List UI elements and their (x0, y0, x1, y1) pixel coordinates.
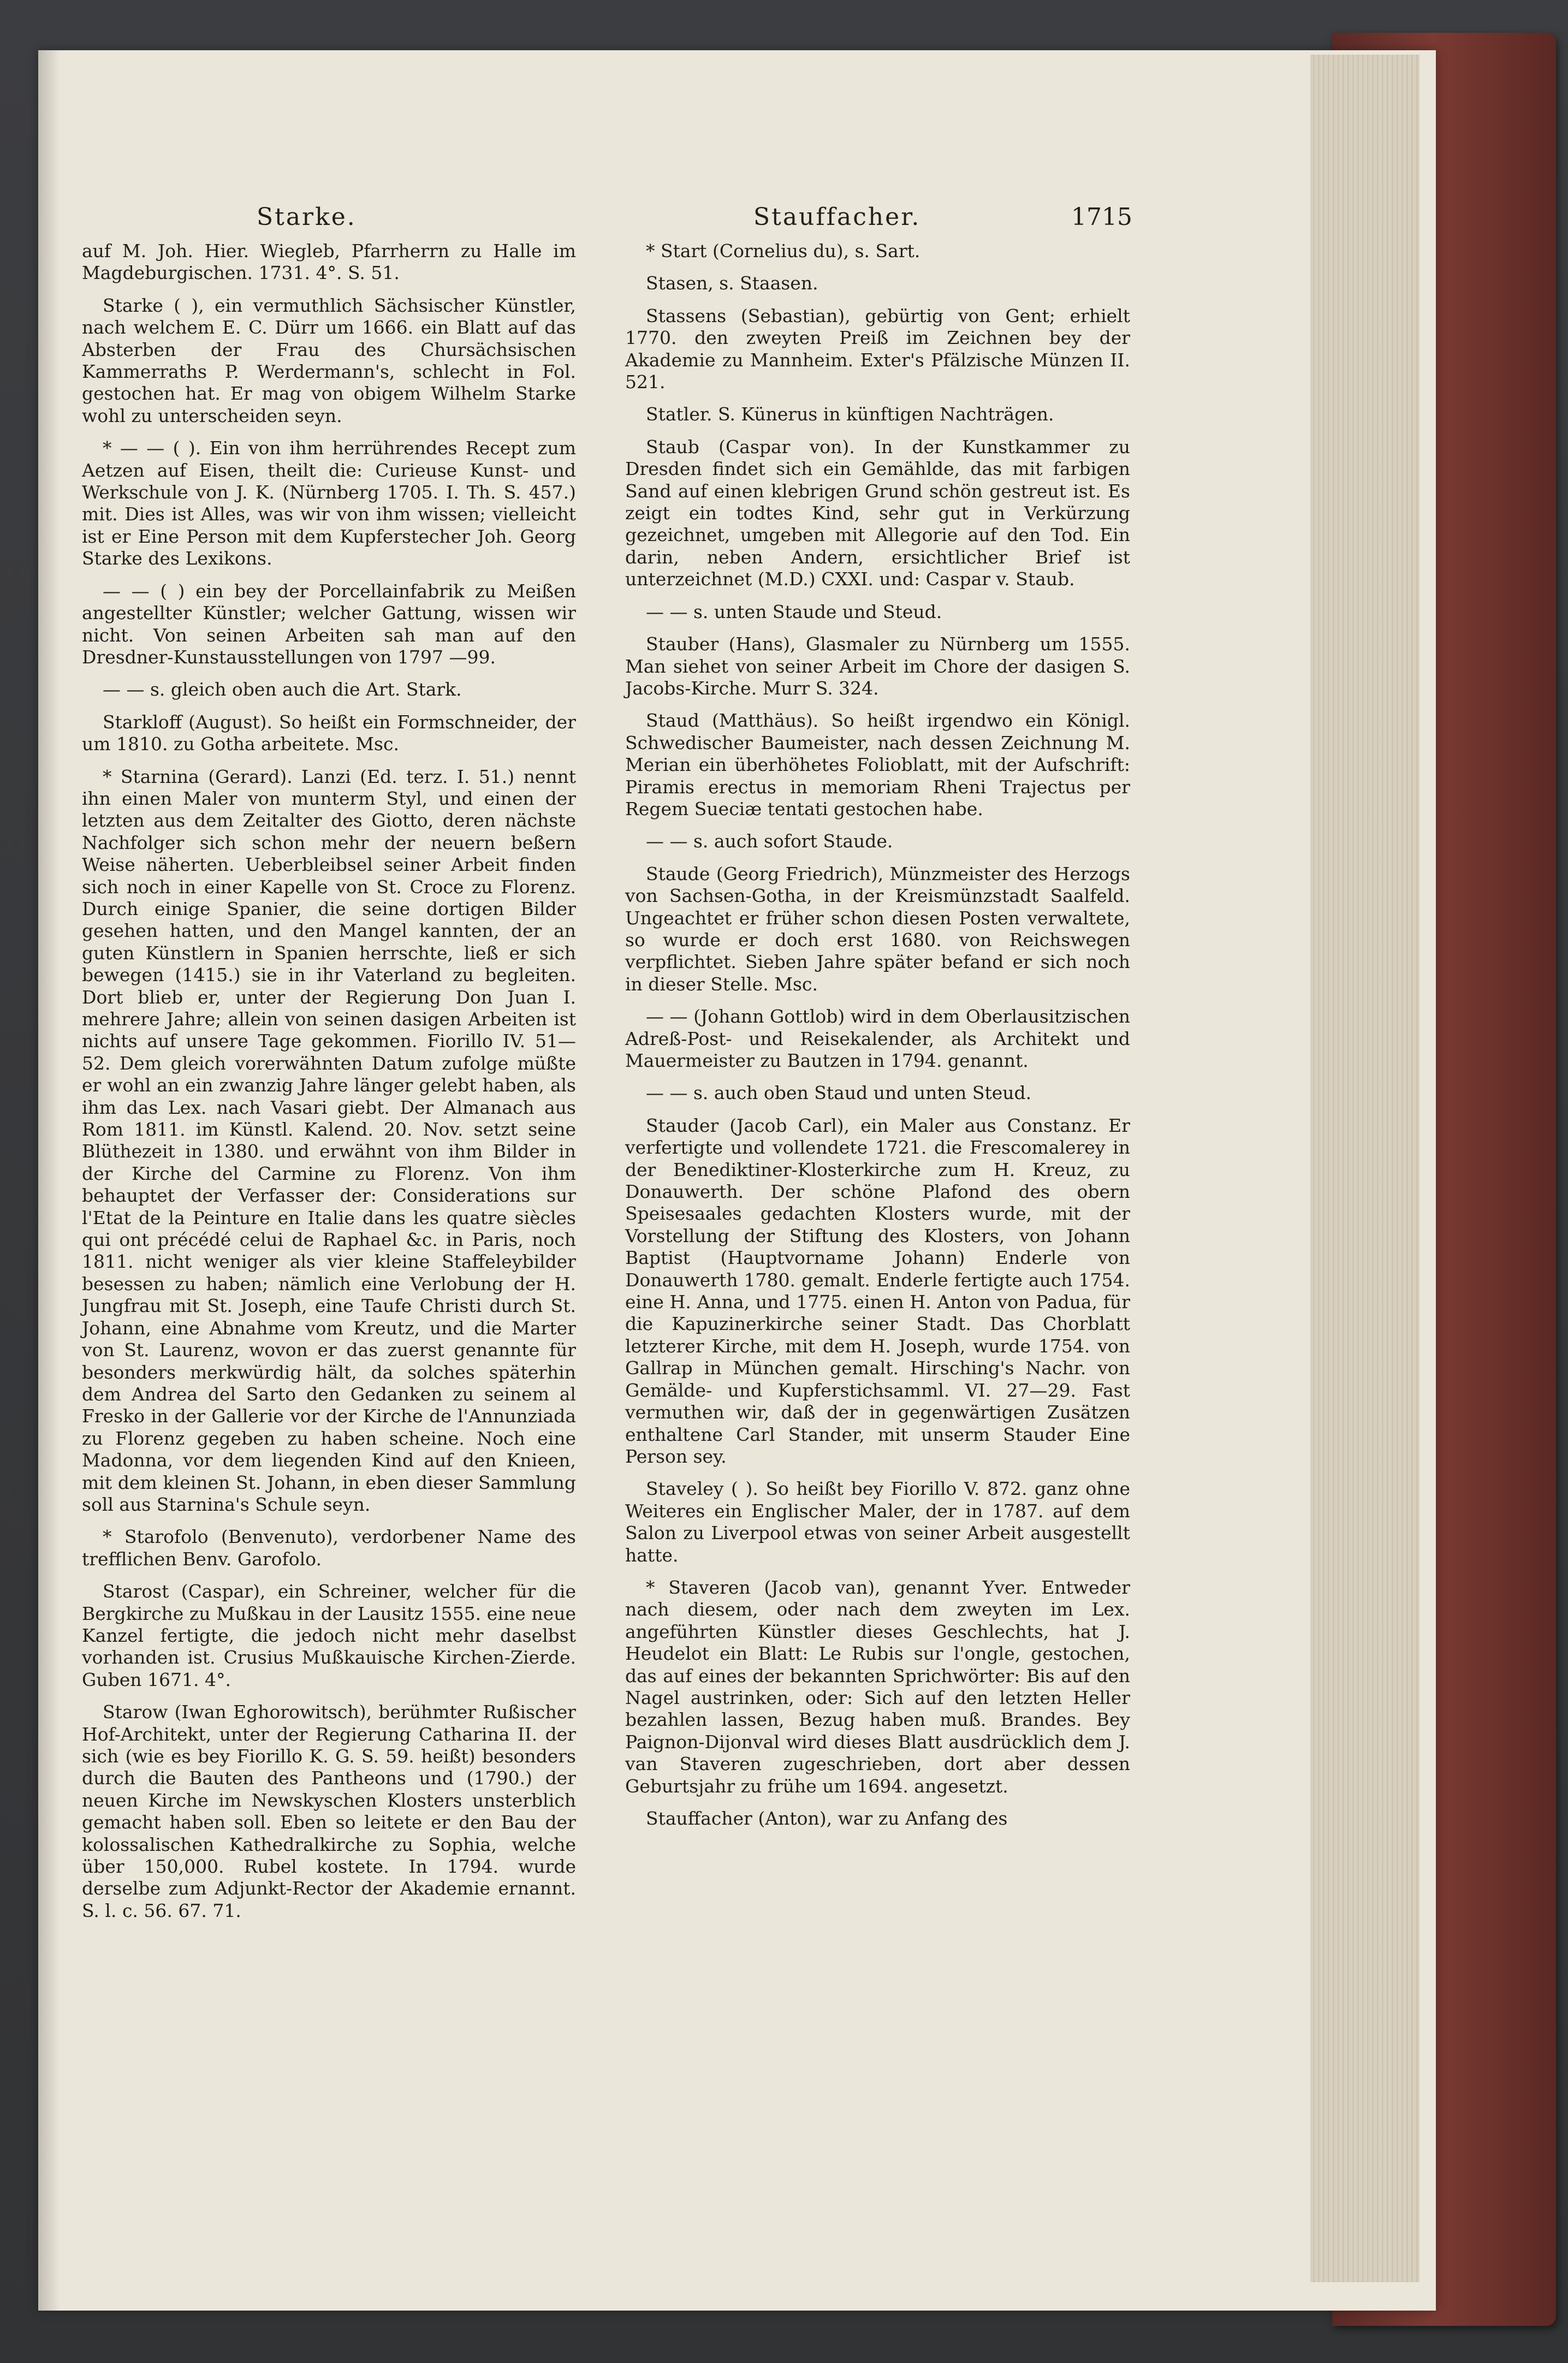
right-entry-13: Staveley ( ). So heißt bey Fiorillo V. 872. ganz ohne Weiteres ein Englischer Maler, der in 1787. auf dem Salon zu Liverpool etwas von seiner Arbeit ausgestellt hatte. (625, 1478, 1130, 1566)
right-entry-9: Staude (Georg Friedrich), Münzmeister des Herzogs von Sachsen-Gotha, in der Kreismünzstadt Saalfeld. Ungeachtet er früher schon diesen Posten verwaltete, so wurde er doch erst 1680. von Reichswegen verpflichtet. Sieben Jahre später befand er sich noch in dieser Stelle. Msc. (625, 863, 1130, 995)
running-head-left: Starke. (257, 203, 357, 231)
page-edges (1310, 55, 1419, 2282)
right-entry-0: * Start (Cornelius du), s. Sart. (646, 240, 920, 262)
left-entry-2: * — — ( ). Ein von ihm herrührendes Recept zum Aetzen auf Eisen, theilt die: Curieuse Kunst- und Werkschule von J. K. (Nürnberg 1705. I. Th. S. 457.) mit. Dies ist Alles, was wir von ihm wissen; vielleicht ist er Eine Person mit dem Kupferstecher Joh. Georg Starke des Lexikons. (82, 437, 576, 569)
right-entry-1: Stasen, s. Staasen. (646, 272, 818, 294)
right-entry-11: — — s. auch oben Staud und unten Steud. (646, 1082, 1032, 1104)
left-entry-1: Starke ( ), ein vermuthlich Sächsischer Künstler, nach welchem E. C. Dürr um 1666. ein Blatt auf das Absterben der Frau des Chursächsischen Kammerraths P. Werdermann's, schlecht in Fol. gestochen hat. Er mag von obigem Wilhelm Starke wohl zu unterscheiden seyn. (82, 294, 576, 426)
right-entry-14: * Staveren (Jacob van), genannt Yver. Entweder nach diesem, oder nach dem zweyten im Lex. angeführten Künstler dieses Geschlechts, hat J. Heudelot ein Blatt: Le Rubis sur l'ongle, gestochen, das auf eines der bekannten Sprichwörter: Bis auf den Nagel austrinken, oder: Sich auf den letzten Heller bezahlen lassen, Bezug haben muß. Brandes. Bey Paignon-Dijonval wird dieses Blatt ausdrücklich dem J. van Staveren zugeschrieben, dort aber dessen Geburtsjahr zu frühe um 1694. angesetzt. (625, 1576, 1130, 1797)
right-entry-7: Staud (Matthäus). So heißt irgendwo ein Königl. Schwedischer Baumeister, nach dessen Zeichnung M. Merian ein überhöhetes Folioblatt, mit der Aufschrift: Piramis erectus in memoriam Rheni Trajectus per Regem Sueciæ tentati gestochen habe. (625, 710, 1130, 820)
right-entry-10: — — (Johann Gottlob) wird in dem Oberlausitzischen Adreß-Post- und Reisekalender, als Architekt und Mauermeister zu Bautzen in 1794. genannt. (625, 1006, 1130, 1071)
right-entry-3: Statler. S. Künerus in künftigen Nachträgen. (646, 403, 1054, 425)
right-entry-4: Staub (Caspar von). In der Kunstkammer zu Dresden findet sich ein Gemählde, das mit farbigen Sand auf einen klebrigen Grund schön gestreut ist. Es zeigt ein todtes Kind, sehr gut in Verkürzung gezeichnet, umgeben mit Allegorie auf den Tod. Ein darin, neben Andern, ersichtlicher Brief ist unterzeichnet (M.D.) CXXI. und: Caspar v. Staub. (625, 436, 1130, 590)
gutter-shadow (38, 50, 60, 2311)
left-column (82, 240, 576, 1932)
left-entry-6: * Starnina (Gerard). Lanzi (Ed. terz. I. 51.) nennt ihn einen Maler von munterm Styl, und einen der letzten aus dem Zeitalter des Giotto, deren nächste Nachfolger sich schon mehr der neuern beßern Weise näherten. Ueberbleibsel seiner Arbeit finden sich noch in einer Kapelle von St. Croce zu Florenz. Durch einige Spanier, die seine dortigen Bilder gesehen hatten, und den Mangel kannten, der an guten Künstlern in Spanien herrschte, ließ er sich bewegen (1415.) sie in ihr Vaterland zu begleiten. Dort blieb er, unter der Regierung Don Juan I. mehrere Jahre; allein von seinen dasigen Arbeiten ist nichts auf unsere Tage gekommen. Fiorillo IV. 51—52. Dem gleich vorerwähnten Datum zufolge müßte er wohl an ein zwanzig Jahre länger gelebt haben, als ihm das Lex. nach Vasari giebt. Der Almanach aus Rom 1811. im Künstl. Kalend. 20. Nov. setzt seine Blüthezeit in 1380. und erwähnt von ihm Bilder in der Kirche del Carmine zu Florenz. Von ihm behauptet der Verfasser der: Considerations sur l'Etat de la Peinture en Italie dans les quatre siècles qui ont précédé celui de Raphael &c. in Paris, noch 1811. nicht weniger als vier kleine Staffeleybilder besessen zu haben; nämlich eine Verlobung der H. Jungfrau mit St. Joseph, eine Taufe Christi durch St. Johann, eine Abnahme vom Kreutz, und die Marter von St. Laurenz, wovon er das zuerst genannte für besonders merkwürdig hält, da solches späterhin dem Andrea del Sarto den Gedanken zu seinem al Fresko in der Gallerie vor der Kirche de l'Annunziada zu Florenz gegeben zu haben scheine. Noch eine Madonna, vor dem liegenden Kind auf den Knieen, mit dem kleinen St. Johann, in eben dieser Sammlung soll aus Starnina's Schule seyn. (82, 765, 576, 1515)
right-entry-12: Stauder (Jacob Carl), ein Maler aus Constanz. Er verfertigte und vollendete 1721. die Frescomalerey in der Benediktiner-Klosterkirche zum H. Kreuz, zu Donauwerth. Der schöne Plafond des obern Speisesaales gedachten Klosters wurde, mit der Vorstellung der Stiftung des Klosters, von Johann Baptist (Hauptvorname Johann) Enderle von Donauwerth 1780. gemalt. Enderle fertigte auch 1754. eine H. Anna, und 1775. einen H. Anton von Padua, für die Kapuzinerkirche seiner Stadt. Das Chorblatt letzterer Kirche, mit dem H. Joseph, wurde 1754. von Gallrap in München gemalt. Hirsching's Nachr. von Gemälde- und Kupferstichsamml. VI. 27—29. Fast vermuthen wir, daß der in gegenwärtigen Zusätzen enthaltene Carl Stander, mit unserm Stauder Eine Person sey. (625, 1114, 1130, 1467)
left-entry-3: — — ( ) ein bey der Porcellainfabrik zu Meißen angestellter Künstler; welcher Gattung, wissen wir nicht. Von seinen Arbeiten sah man auf den Dresdner-Kunstausstellungen von 1797 —99. (82, 580, 576, 668)
left-entry-7: * Starofolo (Benvenuto), verdorbener Name des trefflichen Benv. Garofolo. (82, 1526, 576, 1570)
right-entry-5: — — s. unten Staude und Steud. (646, 601, 942, 622)
left-entry-5: Starkloff (August). So heißt ein Formschneider, der um 1810. zu Gotha arbeitete. Msc. (82, 711, 576, 755)
left-entry-8: Starost (Caspar), ein Schreiner, welcher für die Bergkirche zu Mußkau in der Lausitz 1555. eine neue Kanzel fertigte, die jedoch nicht mehr daselbst vorhanden ist. Crusius Mußkauische Kirchen-Zierde. Guben 1671. 4°. (82, 1581, 576, 1690)
left-entry-4: — — s. gleich oben auch die Art. Stark. (103, 679, 462, 700)
right-entry-2: Stassens (Sebastian), gebürtig von Gent; erhielt 1770. den zweyten Preiß im Zeichnen bey der Akademie zu Mannheim. Exter's Pfälzische Münzen II. 521. (625, 305, 1130, 393)
left-entry-9: Starow (Iwan Eghorowitsch), berühmter Rußischer Hof-Architekt, unter der Regierung Catharina II. der sich (wie es bey Fiorillo K. G. S. 59. heißt) besonders durch die Bauten des Pantheons und (1790.) der neuen Kirche im Newskyschen Klosters unsterblich gemacht haben soll. Eben so leitete er den Bau der kolossalischen Kathedralkirche zu Sophia, welche über 150,000. Rubel kostete. In 1794. wurde derselbe zum Adjunkt-Rector der Akademie ernannt. S. l. c. 56. 67. 71. (82, 1701, 576, 1921)
right-entry-8: — — s. auch sofort Staude. (646, 830, 893, 852)
page-number: 1715 (1071, 203, 1132, 231)
left-entry-0: auf M. Joh. Hier. Wiegleb, Pfarrherrn zu Halle im Magdeburgischen. 1731. 4°. S. 51. (82, 240, 576, 284)
right-column (625, 240, 1130, 1840)
right-entry-6: Stauber (Hans), Glasmaler zu Nürnberg um 1555. Man siehet von seiner Arbeit im Chore der dasigen S. Jacobs-Kirche. Murr S. 324. (625, 633, 1130, 699)
running-head-center: Stauffacher. (753, 203, 921, 231)
right-entry-15: Stauffacher (Anton), war zu Anfang des (646, 1808, 1008, 1829)
